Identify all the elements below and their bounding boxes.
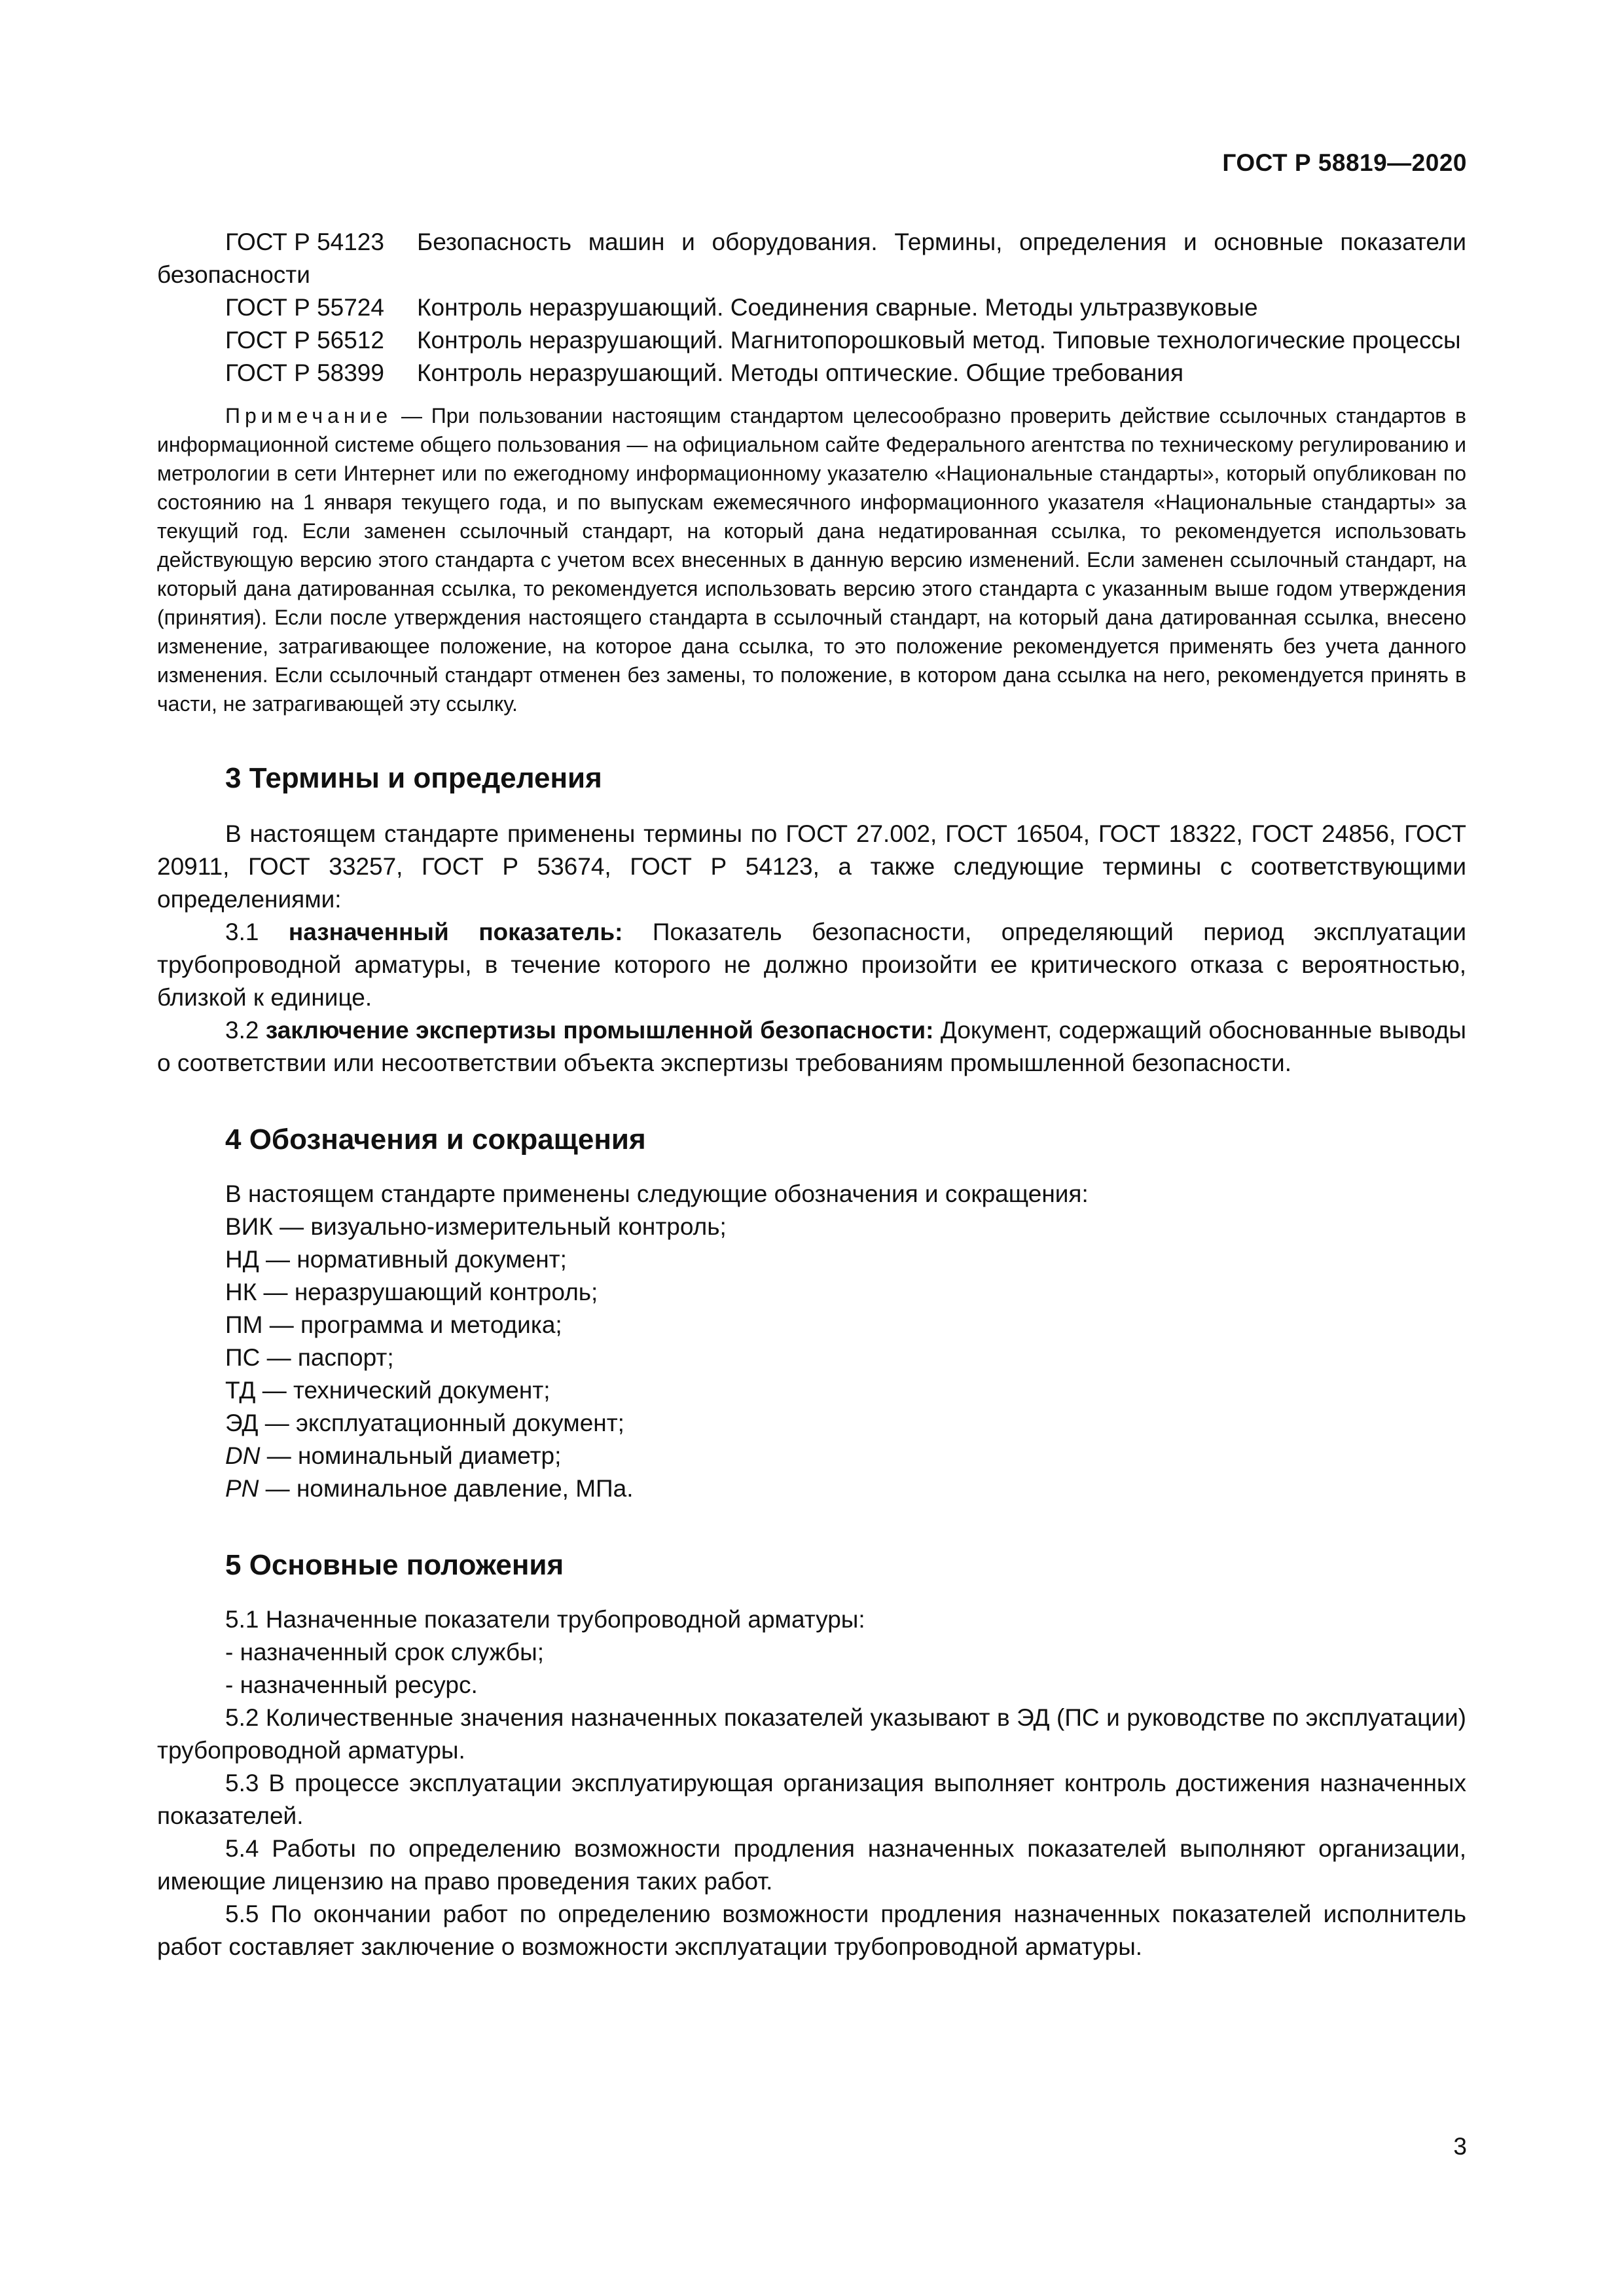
abbreviation-item [157, 1472, 1466, 1505]
abbreviation-item [157, 1374, 1466, 1407]
abbreviation-meaning: — технический документ; [255, 1377, 550, 1404]
section-4-intro: В настоящем стандарте применены следующие обозначения и сокращения: [225, 1180, 1089, 1207]
abbreviation: DN [225, 1442, 261, 1469]
term-number: 3.1 [225, 919, 289, 945]
abbreviation: НК [225, 1279, 257, 1305]
abbreviation-item [157, 1341, 1466, 1374]
note-text: — При пользовании настоящим стандартом целесообразно проверить действие ссылочных стандартов в информационной системе общего пользования — на официальном сайте Федерального агентства по техническому регулированию и метрологии в сети Интернет или по ежегодному информационному указателю «Национальные стандарты», который опубликован по состоянию на 1 января текущего года, и по выпускам ежемесячного информационного указателя «Национальные стандарты» за текущий год. Если заменен ссылочный стандарт, на который дана недатированная ссылка, то рекомендуется использовать действующую версию этого стандарта с учетом всех внесенных в данную версию изменений. Если заменен ссылочный стандарт, на который дана датированная ссылка, то рекомендуется использовать версию этого стандарта с указанным выше годом утверждения (принятия). Если после утверждения настоящего стандарта в ссылочный стандарт, на который дана датированная ссылка, внесено изменение, затрагивающее положение, на которое дана ссылка, то это положение рекомендуется применять без учета данного изменения. Если ссылочный стандарт отменен без замены, то положение, в котором дана ссылка на него, рекомендуется принять в части, не затрагивающей эту ссылку. [157, 404, 1466, 716]
abbreviation: PN [225, 1475, 259, 1502]
term-text: Показатель безопасности, определяющий период эксплуатации трубопроводной арматуры, в течение которого не должно произойти ее критического отказа с вероятностью, близкой к единице. [157, 919, 1467, 1011]
term-text: Документ, содержащий обоснованные выводы о соответствии или несоответствии объекта экспертизы требованиям промышленной безопасности. [157, 1017, 1466, 1076]
abbreviation-item [157, 1243, 1466, 1276]
clause-5-2: 5.2 Количественные значения назначенных показателей указывают в ЭД (ПС и руководстве по эксплуатации) трубопроводной арматуры. [157, 1704, 1466, 1764]
term-name: заключение экспертизы промышленной безопасности: [265, 1017, 934, 1044]
note-label: Примечание [225, 404, 393, 428]
bullet-item: - назначенный ресурс. [225, 1671, 478, 1698]
reference-code: ГОСТ Р 58399 [225, 359, 384, 386]
section-3-heading: 3 Термины и определения [225, 762, 602, 794]
reference-item [157, 324, 1466, 357]
page-content [157, 226, 1466, 1963]
clause-5-1: 5.1 Назначенные показатели трубопроводной арматуры: [225, 1606, 865, 1633]
note-paragraph [157, 401, 1466, 718]
abbreviation-meaning: — номинальный диаметр; [260, 1442, 562, 1469]
abbreviation: ПС [225, 1344, 261, 1371]
abbreviation-item [157, 1276, 1466, 1309]
abbreviation-item [157, 1440, 1466, 1472]
abbreviation: ПМ [225, 1311, 263, 1338]
abbreviation-item [157, 1211, 1466, 1243]
term-number: 3.2 [225, 1017, 266, 1044]
page-number: 3 [1453, 2133, 1467, 2160]
bullet-item: - назначенный срок службы; [225, 1639, 544, 1666]
reference-code: ГОСТ Р 54123 [225, 228, 384, 255]
reference-item [157, 357, 1466, 390]
clause-5-3: 5.3 В процессе эксплуатации эксплуатирующая организация выполняет контроль достижения назначенных показателей. [157, 1770, 1466, 1829]
section-5-heading: 5 Основные положения [225, 1549, 564, 1581]
abbreviation-item [157, 1309, 1466, 1341]
term-definition [157, 916, 1466, 1014]
abbreviation-meaning: — неразрушающий контроль; [257, 1279, 598, 1305]
section-3-intro: В настоящем стандарте применены термины по ГОСТ 27.002, ГОСТ 16504, ГОСТ 18322, ГОСТ 24856, ГОСТ 20911, ГОСТ 33257, ГОСТ Р 53674, ГОСТ Р 54123, а также следующие термины с соответствующими определениями: [157, 820, 1466, 913]
reference-title: Контроль неразрушающий. Магнитопорошковый метод. Типовые технологические процессы [417, 327, 1461, 354]
abbreviation-meaning: — визуально-измерительный контроль; [272, 1213, 727, 1240]
abbreviation-meaning: — номинальное давление, МПа. [259, 1475, 634, 1502]
abbreviation-meaning: — программа и методика; [262, 1311, 562, 1338]
clause-5-5: 5.5 По окончании работ по определению возможности продления назначенных показателей исполнитель работ составляет заключение о возможности эксплуатации трубопроводной арматуры. [157, 1901, 1466, 1960]
reference-title: Контроль неразрушающий. Соединения сварные. Методы ультразвуковые [417, 294, 1258, 321]
abbreviation: ЭД [225, 1410, 259, 1436]
abbreviation: ТД [225, 1377, 256, 1404]
abbreviation: НД [225, 1246, 259, 1273]
reference-item [157, 291, 1466, 324]
references-list [157, 226, 1466, 390]
abbreviation: ВИК [225, 1213, 273, 1240]
reference-title: Контроль неразрушающий. Методы оптические. Общие требования [417, 359, 1183, 386]
reference-title: Безопасность машин и оборудования. Термины, определения и основные показатели безопасности [157, 228, 1466, 288]
abbreviation-item [157, 1407, 1466, 1440]
document-code: ГОСТ Р 58819—2020 [1222, 149, 1467, 176]
abbreviation-meaning: — паспорт; [260, 1344, 394, 1371]
abbreviation-meaning: — эксплуатационный документ; [258, 1410, 624, 1436]
clause-5-4: 5.4 Работы по определению возможности продления назначенных показателей выполняют организации, имеющие лицензию на право проведения таких работ. [157, 1835, 1466, 1895]
abbreviation-meaning: — нормативный документ; [259, 1246, 567, 1273]
reference-item [157, 226, 1466, 291]
section-4-heading: 4 Обозначения и сокращения [225, 1123, 646, 1156]
reference-code: ГОСТ Р 55724 [225, 294, 384, 321]
term-definition [157, 1014, 1466, 1080]
reference-code: ГОСТ Р 56512 [225, 327, 384, 354]
term-name: назначенный показатель: [288, 919, 623, 945]
